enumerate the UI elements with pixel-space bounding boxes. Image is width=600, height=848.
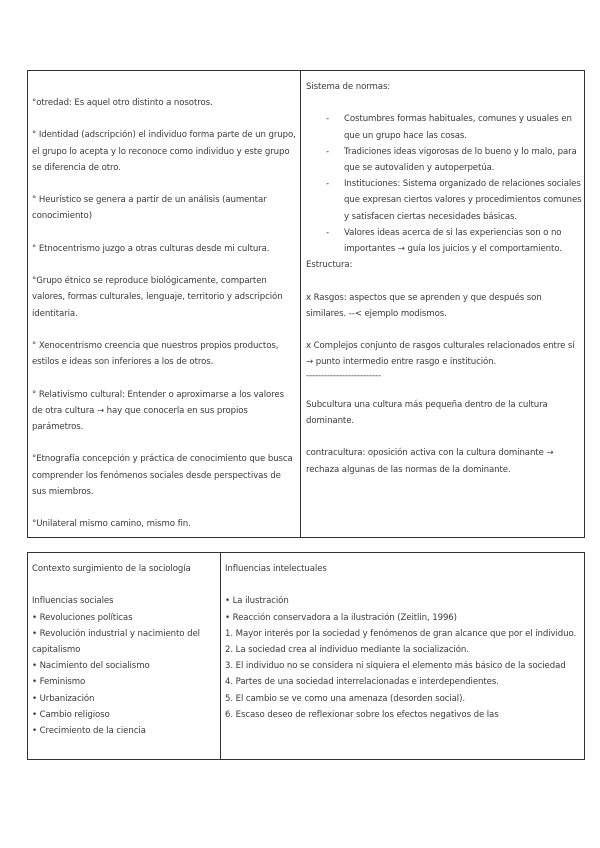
- bottom-right-column: [225, 561, 582, 759]
- list-item: 6. Escaso deseo de reflexionar sobre los efectos negativos de las: [225, 709, 499, 720]
- list-item: - Tradiciones ideas vigorosas de lo bueno y lo malo, para que se autovaliden y autoperpetúa.: [306, 144, 582, 176]
- bottom-left-column: [32, 561, 216, 759]
- definition-identidad: ° Identidad (adscripción) el individuo forma parte de un grupo, el grupo lo acepta y lo reconoce como individuo y este grupo se diferencia de otro.: [32, 130, 296, 173]
- subcultura-text: Subcultura una cultura más pequeña dentro de la cultura dominante.: [306, 399, 548, 426]
- list-item: • Nacimiento del socialismo: [32, 661, 150, 672]
- separator-line: -------------------------: [306, 370, 382, 381]
- list-item: - Valores ideas acerca de si las experiencias son o no importantes → guía los juicios y el comportamiento.: [306, 225, 582, 257]
- list-item: 2. La sociedad crea al individuo mediante la socialización.: [225, 645, 469, 655]
- definition-xenocentrismo: ° Xenocentrismo creencia que nuestros propios productos, estilos e ideas son inferiores a los de otros.: [32, 340, 279, 368]
- contracultura-text: contracultura: oposición activa con la cultura dominante → rechaza algunas de las normas de la dominante.: [306, 448, 554, 475]
- list-item: 3. El individuo no se considera ni siquiera el elemento más básico de la sociedad: [225, 661, 566, 672]
- influencias-intelectuales-title: Influencias intelectuales: [225, 564, 327, 574]
- rasgos-text: x Rasgos: aspectos que se aprenden y que después son similares. --< ejemplo modismos.: [306, 292, 542, 319]
- definition-heuristico: ° Heurístico se genera a partir de un análisis (aumentar conocimiento): [32, 195, 267, 222]
- definition-etnocentrismo: ° Etnocentrismo juzgo a otras culturas desde mi cultura.: [32, 243, 270, 254]
- notes-table-bottom: [27, 552, 585, 760]
- column-divider: [300, 71, 301, 537]
- definition-relativismo: ° Relativismo cultural: Entender o aproximarse a los valores de otra cultura → hay que conocerla en sus propios parámetros.: [32, 389, 284, 432]
- list-item: • Reacción conservadora a la ilustración (Zeitlin, 1996): [225, 612, 457, 623]
- definition-grupo-etnico: °Grupo étnico se reproduce biológicamente, comparten valores, formas culturales, lenguaje, territorio y adscripción identitaria.: [32, 276, 283, 319]
- normas-list: [306, 111, 582, 257]
- normas-heading: Sistema de normas:: [306, 82, 391, 92]
- contexto-title: Contexto surgimiento de la sociología: [32, 564, 191, 574]
- definition-unilateral: °Unilateral mismo camino, mismo fin.: [32, 519, 191, 530]
- list-item: • Revoluciones políticas: [32, 612, 133, 623]
- definition-otredad: °otredad: Es aquel otro distinto a nosotros.: [32, 98, 213, 108]
- list-item: 4. Partes de una sociedad interrelacionadas e interdependientes.: [225, 677, 499, 688]
- influencias-sociales-title: Influencias sociales: [32, 596, 114, 607]
- notes-table-top: [27, 70, 585, 538]
- list-item: - Instituciones: Sistema organizado de relaciones sociales que expresan ciertos valores y procedimientos comunes y satisfacen ciertas necesidades básicas.: [306, 176, 582, 225]
- list-item: 5. El cambio se ve como una amenaza (desorden social).: [225, 693, 465, 704]
- list-item: 1. Mayor interés por la sociedad y fenómenos de gran alcance que por el individuo.: [225, 628, 577, 639]
- complejos-text: x Complejos conjunto de rasgos culturales relacionados entre sí → punto intermedio entre rasgo e institución.: [306, 341, 575, 368]
- list-item: • Revolución industrial y nacimiento del capitalismo: [32, 628, 200, 655]
- top-right-column: [306, 79, 582, 537]
- list-item: • La ilustración: [225, 596, 289, 607]
- list-item: • Crecimiento de la ciencia: [32, 726, 146, 737]
- estructura-heading: Estructura:: [306, 260, 353, 271]
- column-divider: [220, 553, 221, 759]
- list-item: • Cambio religioso: [32, 709, 110, 720]
- list-item: - Costumbres formas habituales, comunes y usuales en que un grupo hace las cosas.: [306, 111, 582, 143]
- list-item: • Feminismo: [32, 677, 86, 688]
- list-item: • Urbanización: [32, 693, 95, 704]
- definition-etnografia: °Etnografía concepción y práctica de conocimiento que busca comprender los fenómenos sociales desde perspectivas de sus miembros.: [32, 454, 293, 497]
- top-left-column: [32, 95, 296, 537]
